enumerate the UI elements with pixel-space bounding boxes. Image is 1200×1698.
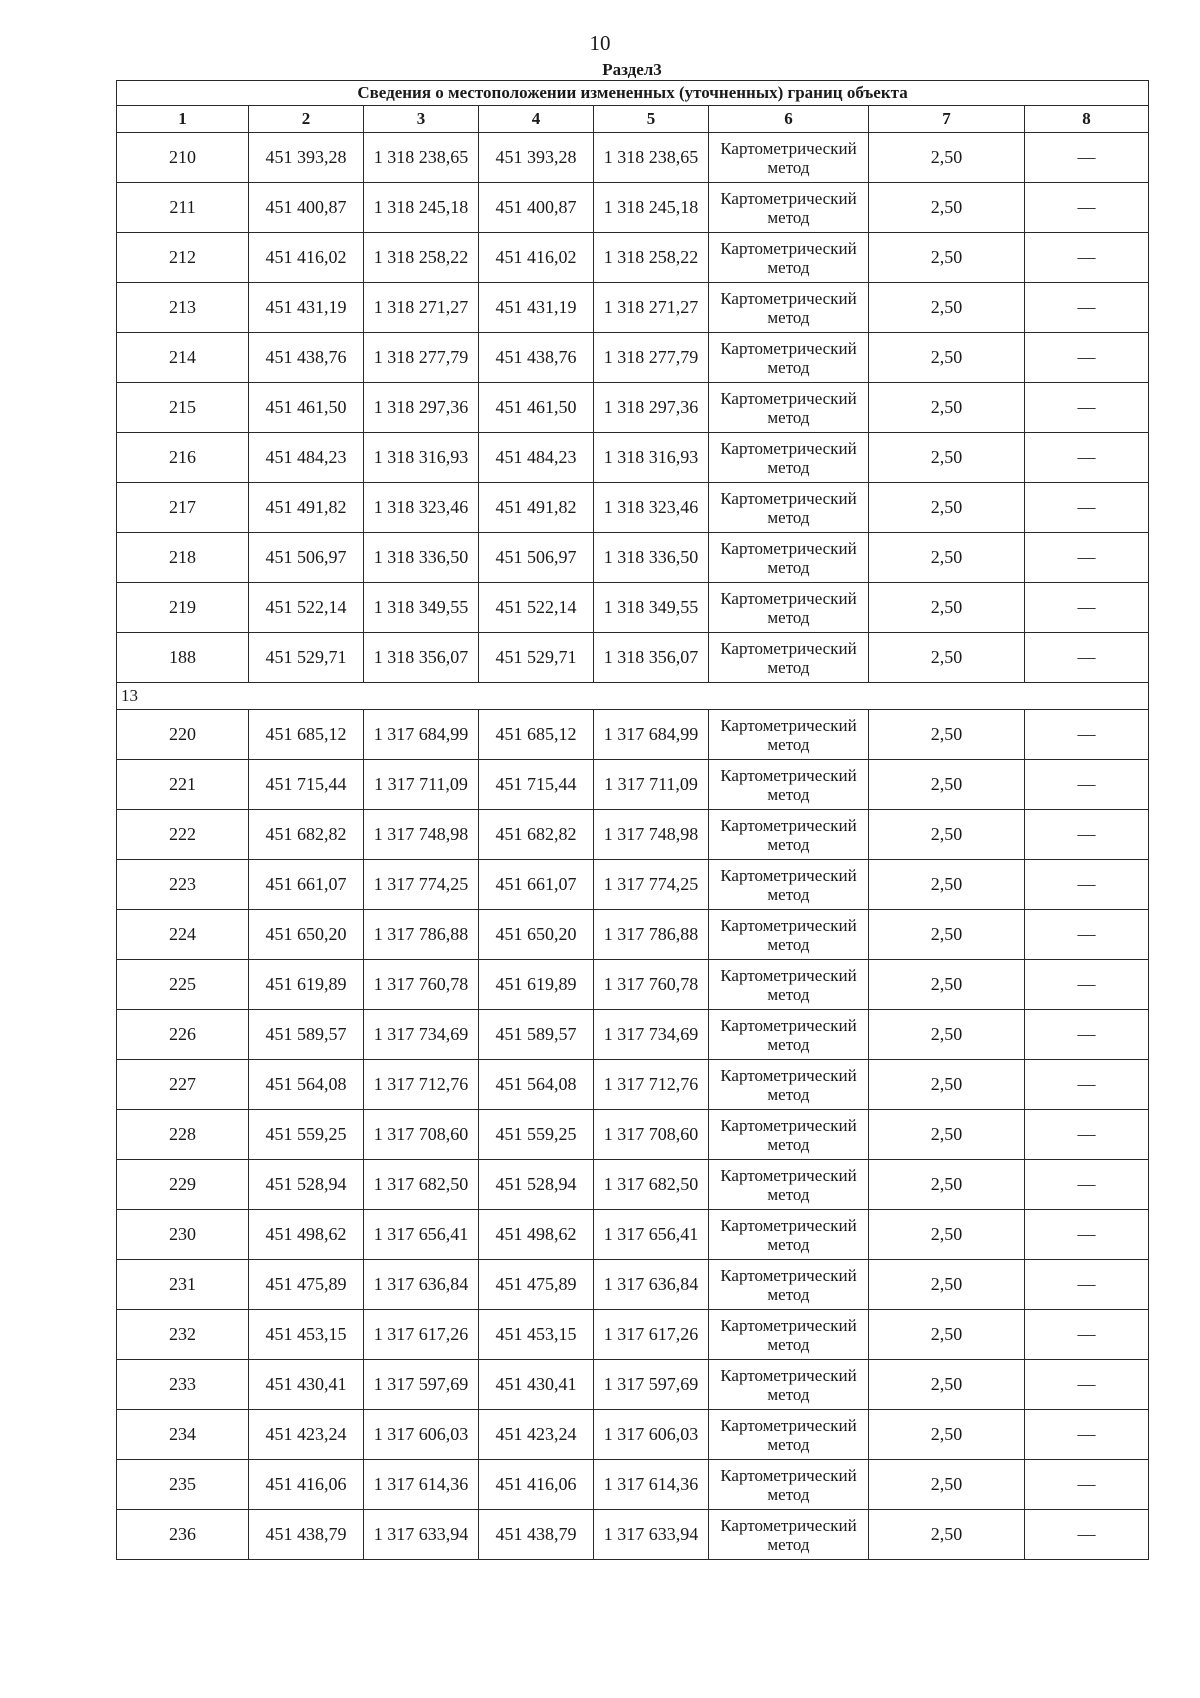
x-refined-cell: 451 715,44 xyxy=(479,760,594,810)
x-refined-cell: 451 438,76 xyxy=(479,333,594,383)
x-existing-cell: 451 506,97 xyxy=(249,533,364,583)
y-existing-cell: 1 318 323,46 xyxy=(364,483,479,533)
x-existing-cell: 451 715,44 xyxy=(249,760,364,810)
y-existing-cell: 1 317 682,50 xyxy=(364,1160,479,1210)
description-cell: — xyxy=(1025,183,1149,233)
y-refined-cell: 1 317 617,26 xyxy=(594,1310,709,1360)
point-number-cell: 223 xyxy=(117,860,249,910)
table-row xyxy=(117,233,1149,283)
method-cell: Картометрический метод xyxy=(709,583,869,633)
table-row xyxy=(117,910,1149,960)
point-number-cell: 211 xyxy=(117,183,249,233)
accuracy-cell: 2,50 xyxy=(869,1210,1025,1260)
table-row xyxy=(117,960,1149,1010)
x-existing-cell: 451 453,15 xyxy=(249,1310,364,1360)
method-cell: Картометрический метод xyxy=(709,483,869,533)
accuracy-cell: 2,50 xyxy=(869,810,1025,860)
description-cell: — xyxy=(1025,533,1149,583)
table-row xyxy=(117,1160,1149,1210)
y-refined-cell: 1 318 245,18 xyxy=(594,183,709,233)
method-cell: Картометрический метод xyxy=(709,910,869,960)
x-refined-cell: 451 416,06 xyxy=(479,1460,594,1510)
x-refined-cell: 451 430,41 xyxy=(479,1360,594,1410)
x-existing-cell: 451 423,24 xyxy=(249,1410,364,1460)
table-row xyxy=(117,1410,1149,1460)
table-row xyxy=(117,333,1149,383)
y-refined-cell: 1 317 708,60 xyxy=(594,1110,709,1160)
x-refined-cell: 451 416,02 xyxy=(479,233,594,283)
y-existing-cell: 1 318 297,36 xyxy=(364,383,479,433)
column-header: 6 xyxy=(709,106,869,133)
x-existing-cell: 451 461,50 xyxy=(249,383,364,433)
method-cell: Картометрический метод xyxy=(709,960,869,1010)
table-row xyxy=(117,1260,1149,1310)
y-refined-cell: 1 317 774,25 xyxy=(594,860,709,910)
x-refined-cell: 451 453,15 xyxy=(479,1310,594,1360)
table-row xyxy=(117,810,1149,860)
x-existing-cell: 451 416,06 xyxy=(249,1460,364,1510)
description-cell: — xyxy=(1025,960,1149,1010)
y-refined-cell: 1 318 349,55 xyxy=(594,583,709,633)
point-number-cell: 212 xyxy=(117,233,249,283)
x-existing-cell: 451 416,02 xyxy=(249,233,364,283)
y-refined-cell: 1 317 786,88 xyxy=(594,910,709,960)
accuracy-cell: 2,50 xyxy=(869,233,1025,283)
accuracy-cell: 2,50 xyxy=(869,483,1025,533)
column-header: 3 xyxy=(364,106,479,133)
table-row xyxy=(117,1010,1149,1060)
description-cell: — xyxy=(1025,133,1149,183)
accuracy-cell: 2,50 xyxy=(869,633,1025,683)
description-cell: — xyxy=(1025,633,1149,683)
point-number-cell: 210 xyxy=(117,133,249,183)
y-existing-cell: 1 317 606,03 xyxy=(364,1410,479,1460)
description-cell: — xyxy=(1025,1260,1149,1310)
method-cell: Картометрический метод xyxy=(709,1410,869,1460)
accuracy-cell: 2,50 xyxy=(869,1310,1025,1360)
x-refined-cell: 451 559,25 xyxy=(479,1110,594,1160)
point-number-cell: 227 xyxy=(117,1060,249,1110)
y-existing-cell: 1 318 349,55 xyxy=(364,583,479,633)
method-cell: Картометрический метод xyxy=(709,860,869,910)
table-row xyxy=(117,133,1149,183)
x-refined-cell: 451 506,97 xyxy=(479,533,594,583)
x-existing-cell: 451 589,57 xyxy=(249,1010,364,1060)
x-existing-cell: 451 484,23 xyxy=(249,433,364,483)
description-cell: — xyxy=(1025,333,1149,383)
table-row xyxy=(117,860,1149,910)
y-refined-cell: 1 318 323,46 xyxy=(594,483,709,533)
y-refined-cell: 1 318 258,22 xyxy=(594,233,709,283)
point-number-cell: 235 xyxy=(117,1460,249,1510)
column-header: 1 xyxy=(117,106,249,133)
point-number-cell: 215 xyxy=(117,383,249,433)
point-number-cell: 213 xyxy=(117,283,249,333)
point-number-cell: 188 xyxy=(117,633,249,683)
y-refined-cell: 1 317 633,94 xyxy=(594,1510,709,1560)
x-refined-cell: 451 685,12 xyxy=(479,710,594,760)
x-refined-cell: 451 431,19 xyxy=(479,283,594,333)
description-cell: — xyxy=(1025,1510,1149,1560)
x-existing-cell: 451 564,08 xyxy=(249,1060,364,1110)
method-cell: Картометрический метод xyxy=(709,710,869,760)
x-refined-cell: 451 491,82 xyxy=(479,483,594,533)
method-cell: Картометрический метод xyxy=(709,1010,869,1060)
description-cell: — xyxy=(1025,910,1149,960)
x-refined-cell: 451 529,71 xyxy=(479,633,594,683)
column-header: 2 xyxy=(249,106,364,133)
point-number-cell: 229 xyxy=(117,1160,249,1210)
accuracy-cell: 2,50 xyxy=(869,1510,1025,1560)
y-refined-cell: 1 318 238,65 xyxy=(594,133,709,183)
y-existing-cell: 1 317 656,41 xyxy=(364,1210,479,1260)
y-existing-cell: 1 317 636,84 xyxy=(364,1260,479,1310)
point-number-cell: 228 xyxy=(117,1110,249,1160)
x-existing-cell: 451 682,82 xyxy=(249,810,364,860)
method-cell: Картометрический метод xyxy=(709,533,869,583)
section-label: Раздел3 xyxy=(602,60,662,79)
method-cell: Картометрический метод xyxy=(709,1110,869,1160)
table-row xyxy=(117,583,1149,633)
y-existing-cell: 1 318 316,93 xyxy=(364,433,479,483)
x-refined-cell: 451 475,89 xyxy=(479,1260,594,1310)
point-number-cell: 231 xyxy=(117,1260,249,1310)
x-refined-cell: 451 461,50 xyxy=(479,383,594,433)
point-number-cell: 219 xyxy=(117,583,249,633)
accuracy-cell: 2,50 xyxy=(869,133,1025,183)
page-number: 10 xyxy=(589,31,611,55)
accuracy-cell: 2,50 xyxy=(869,1010,1025,1060)
x-existing-cell: 451 522,14 xyxy=(249,583,364,633)
description-cell: — xyxy=(1025,383,1149,433)
y-refined-cell: 1 318 316,93 xyxy=(594,433,709,483)
accuracy-cell: 2,50 xyxy=(869,760,1025,810)
description-cell: — xyxy=(1025,1410,1149,1460)
table-row xyxy=(117,1360,1149,1410)
x-refined-cell: 451 400,87 xyxy=(479,183,594,233)
y-refined-cell: 1 317 606,03 xyxy=(594,1410,709,1460)
table-header-row xyxy=(117,106,1149,133)
y-refined-cell: 1 318 356,07 xyxy=(594,633,709,683)
method-cell: Картометрический метод xyxy=(709,1210,869,1260)
y-existing-cell: 1 317 708,60 xyxy=(364,1110,479,1160)
table-row xyxy=(117,1310,1149,1360)
point-number-cell: 214 xyxy=(117,333,249,383)
y-existing-cell: 1 317 774,25 xyxy=(364,860,479,910)
table-row xyxy=(117,433,1149,483)
description-cell: — xyxy=(1025,1460,1149,1510)
point-number-cell: 221 xyxy=(117,760,249,810)
x-existing-cell: 451 430,41 xyxy=(249,1360,364,1410)
accuracy-cell: 2,50 xyxy=(869,1110,1025,1160)
point-number-cell: 218 xyxy=(117,533,249,583)
method-cell: Картометрический метод xyxy=(709,810,869,860)
point-number-cell: 236 xyxy=(117,1510,249,1560)
method-cell: Картометрический метод xyxy=(709,133,869,183)
accuracy-cell: 2,50 xyxy=(869,433,1025,483)
y-existing-cell: 1 317 748,98 xyxy=(364,810,479,860)
y-refined-cell: 1 317 760,78 xyxy=(594,960,709,1010)
accuracy-cell: 2,50 xyxy=(869,183,1025,233)
y-existing-cell: 1 317 712,76 xyxy=(364,1060,479,1110)
y-existing-cell: 1 317 760,78 xyxy=(364,960,479,1010)
x-refined-cell: 451 438,79 xyxy=(479,1510,594,1560)
point-number-cell: 217 xyxy=(117,483,249,533)
group-header-row xyxy=(117,683,1149,710)
table-row xyxy=(117,633,1149,683)
table-row xyxy=(117,1110,1149,1160)
x-refined-cell: 451 393,28 xyxy=(479,133,594,183)
y-refined-cell: 1 317 682,50 xyxy=(594,1160,709,1210)
x-existing-cell: 451 491,82 xyxy=(249,483,364,533)
y-existing-cell: 1 318 277,79 xyxy=(364,333,479,383)
description-cell: — xyxy=(1025,1160,1149,1210)
y-existing-cell: 1 317 617,26 xyxy=(364,1310,479,1360)
table-body xyxy=(117,81,1149,1560)
y-refined-cell: 1 317 636,84 xyxy=(594,1260,709,1310)
group-label: 13 xyxy=(117,683,1149,710)
point-number-cell: 226 xyxy=(117,1010,249,1060)
description-cell: — xyxy=(1025,760,1149,810)
y-existing-cell: 1 318 245,18 xyxy=(364,183,479,233)
table-caption-row xyxy=(117,81,1149,106)
x-existing-cell: 451 438,79 xyxy=(249,1510,364,1560)
x-existing-cell: 451 650,20 xyxy=(249,910,364,960)
x-refined-cell: 451 564,08 xyxy=(479,1060,594,1110)
x-refined-cell: 451 498,62 xyxy=(479,1210,594,1260)
x-existing-cell: 451 400,87 xyxy=(249,183,364,233)
accuracy-cell: 2,50 xyxy=(869,960,1025,1010)
y-refined-cell: 1 317 712,76 xyxy=(594,1060,709,1110)
y-existing-cell: 1 318 336,50 xyxy=(364,533,479,583)
y-refined-cell: 1 317 656,41 xyxy=(594,1210,709,1260)
method-cell: Картометрический метод xyxy=(709,1160,869,1210)
x-refined-cell: 451 661,07 xyxy=(479,860,594,910)
column-header: 7 xyxy=(869,106,1025,133)
method-cell: Картометрический метод xyxy=(709,433,869,483)
method-cell: Картометрический метод xyxy=(709,183,869,233)
table-row xyxy=(117,710,1149,760)
description-cell: — xyxy=(1025,1360,1149,1410)
method-cell: Картометрический метод xyxy=(709,1310,869,1360)
description-cell: — xyxy=(1025,233,1149,283)
y-refined-cell: 1 318 277,79 xyxy=(594,333,709,383)
method-cell: Картометрический метод xyxy=(709,283,869,333)
y-refined-cell: 1 317 684,99 xyxy=(594,710,709,760)
accuracy-cell: 2,50 xyxy=(869,333,1025,383)
boundary-table xyxy=(116,80,1149,1560)
y-refined-cell: 1 317 734,69 xyxy=(594,1010,709,1060)
point-number-cell: 234 xyxy=(117,1410,249,1460)
x-refined-cell: 451 522,14 xyxy=(479,583,594,633)
y-existing-cell: 1 317 711,09 xyxy=(364,760,479,810)
table-row xyxy=(117,533,1149,583)
table-row xyxy=(117,1210,1149,1260)
accuracy-cell: 2,50 xyxy=(869,583,1025,633)
description-cell: — xyxy=(1025,1210,1149,1260)
x-existing-cell: 451 393,28 xyxy=(249,133,364,183)
description-cell: — xyxy=(1025,1310,1149,1360)
x-refined-cell: 451 619,89 xyxy=(479,960,594,1010)
point-number-cell: 232 xyxy=(117,1310,249,1360)
description-cell: — xyxy=(1025,860,1149,910)
description-cell: — xyxy=(1025,483,1149,533)
table-row xyxy=(117,1510,1149,1560)
y-existing-cell: 1 318 258,22 xyxy=(364,233,479,283)
y-existing-cell: 1 317 684,99 xyxy=(364,710,479,760)
description-cell: — xyxy=(1025,283,1149,333)
table-row xyxy=(117,1060,1149,1110)
y-existing-cell: 1 317 614,36 xyxy=(364,1460,479,1510)
description-cell: — xyxy=(1025,583,1149,633)
x-existing-cell: 451 559,25 xyxy=(249,1110,364,1160)
column-header: 5 xyxy=(594,106,709,133)
table-row xyxy=(117,1460,1149,1510)
method-cell: Картометрический метод xyxy=(709,633,869,683)
accuracy-cell: 2,50 xyxy=(869,1360,1025,1410)
point-number-cell: 220 xyxy=(117,710,249,760)
column-header: 8 xyxy=(1025,106,1149,133)
y-existing-cell: 1 318 271,27 xyxy=(364,283,479,333)
accuracy-cell: 2,50 xyxy=(869,283,1025,333)
accuracy-cell: 2,50 xyxy=(869,1060,1025,1110)
y-refined-cell: 1 318 336,50 xyxy=(594,533,709,583)
method-cell: Картометрический метод xyxy=(709,1510,869,1560)
table-row xyxy=(117,483,1149,533)
x-refined-cell: 451 682,82 xyxy=(479,810,594,860)
method-cell: Картометрический метод xyxy=(709,1260,869,1310)
x-existing-cell: 451 475,89 xyxy=(249,1260,364,1310)
y-existing-cell: 1 317 597,69 xyxy=(364,1360,479,1410)
y-existing-cell: 1 318 356,07 xyxy=(364,633,479,683)
point-number-cell: 224 xyxy=(117,910,249,960)
y-refined-cell: 1 317 748,98 xyxy=(594,810,709,860)
accuracy-cell: 2,50 xyxy=(869,383,1025,433)
accuracy-cell: 2,50 xyxy=(869,1460,1025,1510)
x-refined-cell: 451 589,57 xyxy=(479,1010,594,1060)
x-existing-cell: 451 529,71 xyxy=(249,633,364,683)
x-existing-cell: 451 685,12 xyxy=(249,710,364,760)
point-number-cell: 225 xyxy=(117,960,249,1010)
x-refined-cell: 451 484,23 xyxy=(479,433,594,483)
y-existing-cell: 1 317 734,69 xyxy=(364,1010,479,1060)
y-refined-cell: 1 318 297,36 xyxy=(594,383,709,433)
x-existing-cell: 451 431,19 xyxy=(249,283,364,333)
x-refined-cell: 451 650,20 xyxy=(479,910,594,960)
point-number-cell: 230 xyxy=(117,1210,249,1260)
x-refined-cell: 451 423,24 xyxy=(479,1410,594,1460)
table-row xyxy=(117,283,1149,333)
x-existing-cell: 451 619,89 xyxy=(249,960,364,1010)
accuracy-cell: 2,50 xyxy=(869,533,1025,583)
description-cell: — xyxy=(1025,433,1149,483)
column-header: 4 xyxy=(479,106,594,133)
accuracy-cell: 2,50 xyxy=(869,1260,1025,1310)
description-cell: — xyxy=(1025,1060,1149,1110)
accuracy-cell: 2,50 xyxy=(869,710,1025,760)
method-cell: Картометрический метод xyxy=(709,1460,869,1510)
point-number-cell: 216 xyxy=(117,433,249,483)
method-cell: Картометрический метод xyxy=(709,333,869,383)
x-refined-cell: 451 528,94 xyxy=(479,1160,594,1210)
point-number-cell: 233 xyxy=(117,1360,249,1410)
y-refined-cell: 1 317 597,69 xyxy=(594,1360,709,1410)
method-cell: Картометрический метод xyxy=(709,1360,869,1410)
x-existing-cell: 451 528,94 xyxy=(249,1160,364,1210)
accuracy-cell: 2,50 xyxy=(869,1410,1025,1460)
x-existing-cell: 451 438,76 xyxy=(249,333,364,383)
accuracy-cell: 2,50 xyxy=(869,910,1025,960)
description-cell: — xyxy=(1025,1010,1149,1060)
method-cell: Картометрический метод xyxy=(709,760,869,810)
method-cell: Картометрический метод xyxy=(709,383,869,433)
y-refined-cell: 1 317 614,36 xyxy=(594,1460,709,1510)
table-row xyxy=(117,760,1149,810)
description-cell: — xyxy=(1025,710,1149,760)
x-existing-cell: 451 498,62 xyxy=(249,1210,364,1260)
x-existing-cell: 451 661,07 xyxy=(249,860,364,910)
description-cell: — xyxy=(1025,810,1149,860)
method-cell: Картометрический метод xyxy=(709,1060,869,1110)
y-existing-cell: 1 318 238,65 xyxy=(364,133,479,183)
y-existing-cell: 1 317 633,94 xyxy=(364,1510,479,1560)
table-caption: Сведения о местоположении измененных (уточненных) границ объекта xyxy=(117,81,1149,106)
accuracy-cell: 2,50 xyxy=(869,860,1025,910)
description-cell: — xyxy=(1025,1110,1149,1160)
accuracy-cell: 2,50 xyxy=(869,1160,1025,1210)
point-number-cell: 222 xyxy=(117,810,249,860)
y-existing-cell: 1 317 786,88 xyxy=(364,910,479,960)
method-cell: Картометрический метод xyxy=(709,233,869,283)
y-refined-cell: 1 318 271,27 xyxy=(594,283,709,333)
table-row xyxy=(117,383,1149,433)
y-refined-cell: 1 317 711,09 xyxy=(594,760,709,810)
table-row xyxy=(117,183,1149,233)
